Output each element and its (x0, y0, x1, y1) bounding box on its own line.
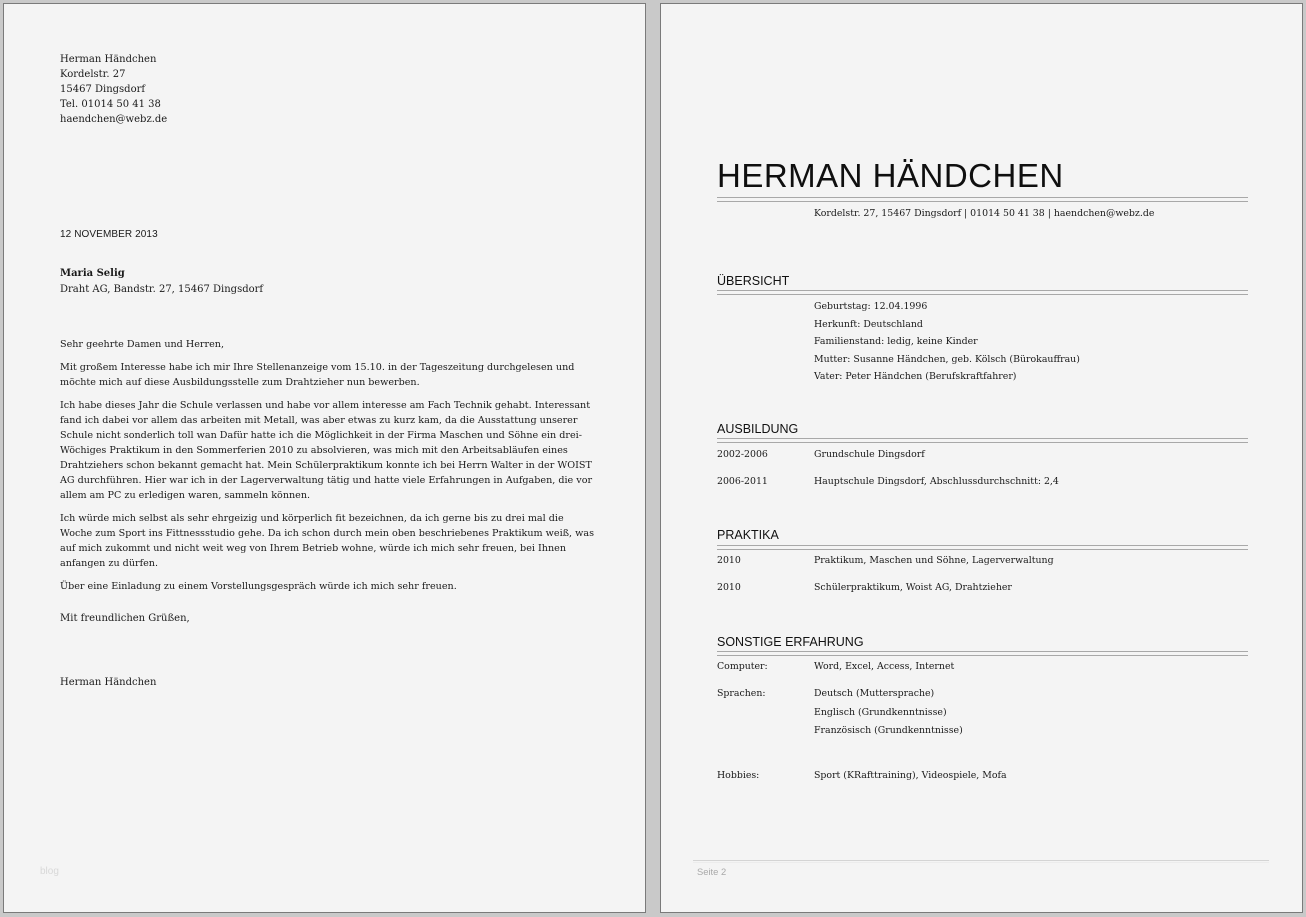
cv-contact-line: Kordelstr. 27, 15467 Dingsdorf | 01014 50 41 38 | haendchen@webz.de (814, 208, 1155, 219)
languages-label: Sprachen: (717, 688, 766, 699)
sender-name: Herman Händchen (60, 54, 157, 65)
internship-period: 2010 (717, 582, 741, 593)
body-paragraph: Ich habe dieses Jahr die Schule verlassen und habe vor allem interesse am Fach Technik gehabt. Interessant fand ich dabei vor allem das arbeiten mit Metall, was aber etwas zu kurz kam, da die Ausstattung unserer Schule nicht sonderlich toll wan Dafür hatte ich die Möglichkeit in der Firma Maschen und Söhne ein drei-Wöchiges Praktikum in den Sommerferien 2010 zu absolvieren, was mich mit den Arbeitsabläufen eines Drahtziehers schon bekannt gemacht hat. Mein Schülerpraktikum konnte ich bei Herrn Walter in der WOIST AG durchführen. Hier war ich in der Lagerverwaltung tätig und hatte viele Erfahrungen in Aufgaben, die vor allem am PC zu erledigen waren, sammeln können. (60, 400, 593, 501)
computer-label: Computer: (717, 661, 768, 672)
recipient-block (60, 266, 263, 298)
sender-city: 15467 Dingsdorf (60, 84, 146, 95)
letter-page (3, 3, 646, 913)
overview-item: Mutter: Susanne Händchen, geb. Kölsch (Bürokauffrau) (814, 354, 1080, 365)
computer-row (717, 661, 954, 672)
letter-body (60, 337, 595, 602)
overview-item: Vater: Peter Händchen (Berufskraftfahrer) (814, 371, 1017, 382)
cv-name-heading: HERMAN HÄNDCHEN (717, 157, 1064, 194)
sender-address-block (60, 52, 167, 127)
cv-page (660, 3, 1303, 913)
education-period: 2002-2006 (717, 449, 768, 460)
sender-email: haendchen@webz.de (60, 114, 168, 125)
section-divider (717, 438, 1248, 443)
footer-divider (693, 860, 1269, 861)
section-title-education: AUSBILDUNG (717, 422, 799, 436)
body-paragraph: Ich würde mich selbst als sehr ehrgeizig und körperlich fit bezeichnen, da ich gerne bis zu drei mal die Woche zum Sport ins Fittnessstudio gehe. Da ich schon durch mein oben beschriebenes Praktikum weiß, was auf mich zukommt und nicht weit weg von Ihrem Betrieb wohne, würde ich mich sehr freuen, bei Ihnen anfangen zu dürfen. (60, 513, 594, 569)
languages-row (717, 688, 934, 699)
section-title-overview: ÜBERSICHT (717, 274, 790, 288)
section-divider (717, 290, 1248, 295)
education-row (717, 449, 925, 460)
watermark: blog (40, 866, 59, 877)
internship-text: Praktikum, Maschen und Söhne, Lagerverwaltung (814, 555, 1054, 566)
internship-row (717, 555, 1054, 566)
internship-row (717, 582, 1012, 593)
language-item: Französisch (Grundkenntnisse) (814, 725, 963, 736)
sender-street: Kordelstr. 27 (60, 69, 126, 80)
language-item: Deutsch (Muttersprache) (814, 688, 935, 699)
education-text: Hauptschule Dingsdorf, Abschlussdurchschnitt: 2,4 (814, 476, 1059, 487)
body-paragraph: Mit großem Interesse habe ich mir Ihre Stellenanzeige vom 15.10. in der Tageszeitung durchgelesen und möchte mich auf diese Ausbildungsstelle zum Drahtzieher nun bewerben. (60, 362, 575, 388)
education-row (717, 476, 1059, 487)
internship-text: Schülerpraktikum, Woist AG, Drahtzieher (814, 582, 1012, 593)
letter-date: 12 NOVEMBER 2013 (60, 229, 158, 240)
section-title-other-experience: SONSTIGE ERFAHRUNG (717, 635, 864, 649)
hobbies-row (717, 770, 1007, 781)
sender-phone: Tel. 01014 50 41 38 (60, 99, 161, 110)
education-text: Grundschule Dingsdorf (814, 449, 925, 460)
internship-period: 2010 (717, 555, 741, 566)
section-title-internships: PRAKTIKA (717, 528, 779, 542)
section-divider (717, 651, 1248, 656)
education-period: 2006-2011 (717, 476, 768, 487)
body-paragraph: Über eine Einladung zu einem Vorstellungsgespräch würde ich mich sehr freuen. (60, 581, 457, 592)
name-divider (717, 197, 1248, 202)
hobbies-label: Hobbies: (717, 770, 760, 781)
overview-item: Herkunft: Deutschland (814, 319, 923, 330)
page-number: Seite 2 (697, 866, 727, 877)
salutation: Sehr geehrte Damen und Herren, (60, 339, 224, 350)
overview-item: Geburtstag: 12.04.1996 (814, 301, 928, 312)
language-item: Englisch (Grundkenntnisse) (814, 707, 947, 718)
letter-signature: Herman Händchen (60, 677, 157, 688)
recipient-name: Maria Selig (60, 268, 125, 279)
letter-closing: Mit freundlichen Grüßen, (60, 613, 190, 624)
hobbies-value: Sport (KRafttraining), Videospiele, Mofa (814, 770, 1007, 781)
section-divider (717, 545, 1248, 550)
computer-value: Word, Excel, Access, Internet (814, 661, 955, 672)
overview-item: Familienstand: ledig, keine Kinder (814, 336, 978, 347)
recipient-address: Draht AG, Bandstr. 27, 15467 Dingsdorf (60, 284, 264, 295)
